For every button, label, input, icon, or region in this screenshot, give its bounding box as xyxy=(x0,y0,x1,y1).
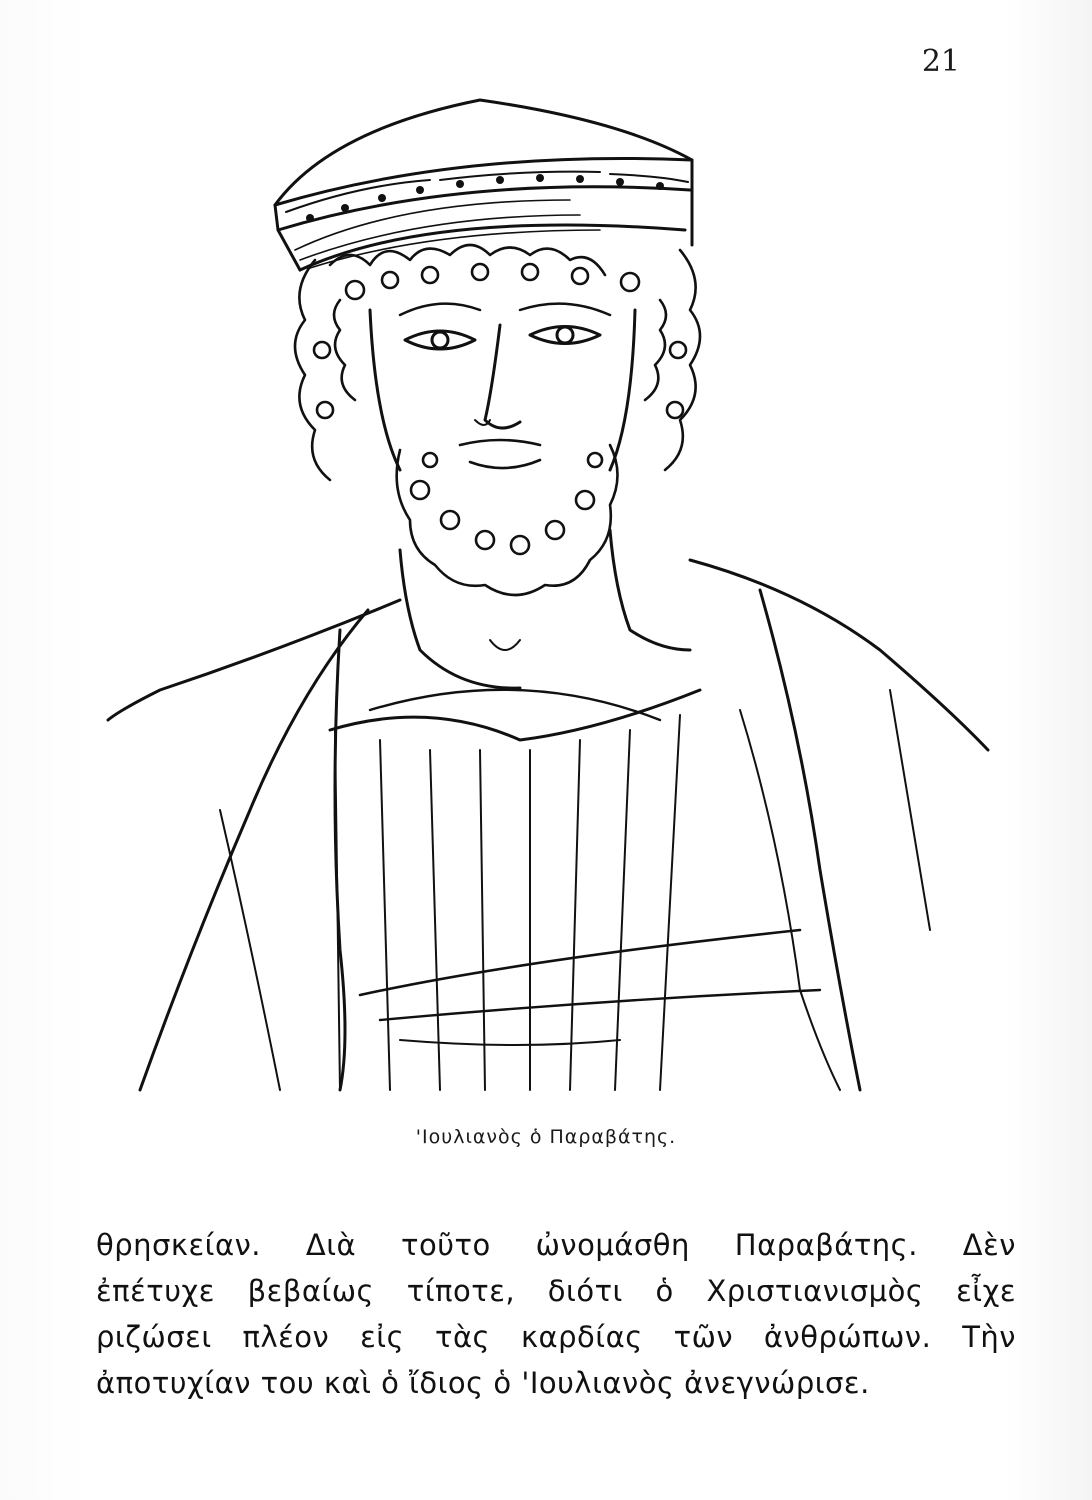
body-paragraph xyxy=(96,1222,1016,1406)
text-line: ἐπέτυχε βεβαίως τίποτε, διότι ὁ Χριστιανισμὸς εἶχε xyxy=(96,1274,1016,1308)
neck xyxy=(400,530,690,688)
beard xyxy=(397,440,618,595)
hair xyxy=(295,245,700,480)
garment xyxy=(108,560,988,1090)
text-line: θρησκείαν. Διὰ τοῦτο ὠνομάσθη Παραβάτης. Δὲν xyxy=(96,1228,1016,1262)
face xyxy=(370,304,635,470)
hat xyxy=(275,100,692,270)
figure-caption: 'Ιουλιανὸς ὁ Παραβάτης. xyxy=(415,1126,677,1148)
portrait-line-drawing-icon xyxy=(100,90,1000,1100)
page-number: 21 xyxy=(921,44,960,79)
text-line: ριζώσει πλέον εἰς τὰς καρδίας τῶν ἀνθρώπων. Τὴν xyxy=(96,1320,1016,1354)
text-line: ἀποτυχίαν του καὶ ὁ ἴδιος ὁ 'Ιουλιανὸς ἀνεγνώρισε. xyxy=(96,1366,870,1400)
